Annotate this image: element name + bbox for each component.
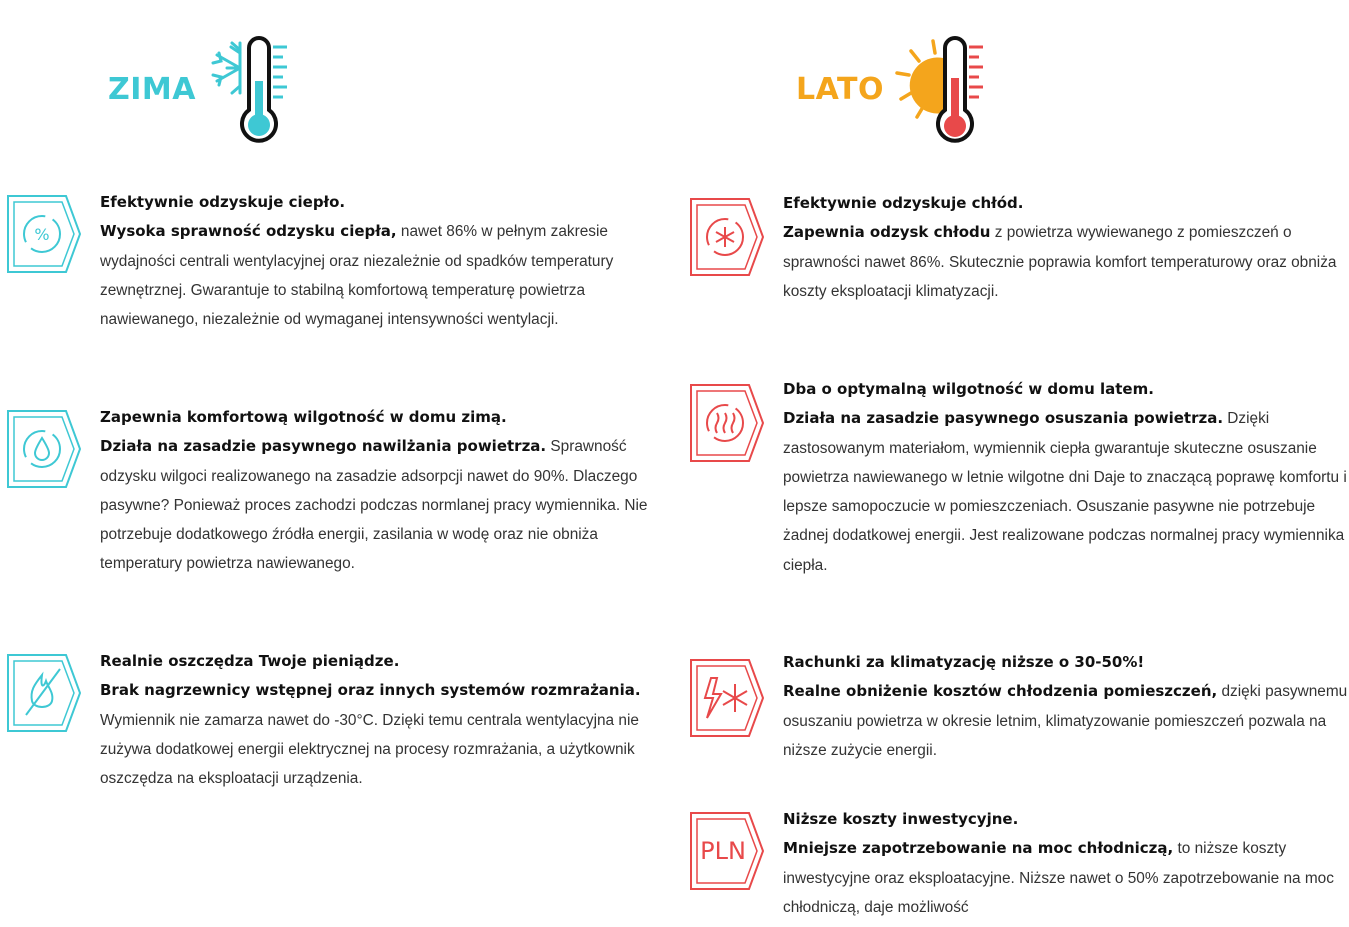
feature-lead: Mniejsze zapotrzebowanie na moc chłodniczą, — [783, 839, 1174, 858]
feature-heading: Efektywnie odzyskuje ciepło. — [100, 193, 346, 211]
feature-body: Dzięki zastosowanym materiałom, wymiennik ciepła gwarantuje skuteczne osuszanie powietrza nawiewanego w letnie wilgotne dni Daje to znaczącą poprawę komfortu i lepsze samopoczucie w pomieszczeniach. Osuszanie pasywne nie potrzebuje żadnej dodatkowej energii. Jest realizowane podczas normalnej pracy wymiennika ciepła. — [783, 410, 1347, 574]
summer-feature-cool-recovery — [783, 189, 1348, 306]
feature-heading: Efektywnie odzyskuje chłód. — [783, 194, 1024, 212]
feature-body: Sprawność odzysku wilgoci realizowanego na zasadzie adsorpcji nawet do 90%. Dlaczego pasywne? Ponieważ proces zachodzi podczas normlanej pracy wymiennika. Nie potrzebuje dodatkowego źródła energii, zasilania w wodę oraz nie obniża temperatury powietrza nawiewanego. — [100, 438, 648, 573]
winter-feature-heat-recovery — [34, 188, 665, 334]
sun-thermometer-icon — [895, 33, 990, 148]
feature-lead: Działa na zasadzie pasywnego osuszania powietrza. — [783, 409, 1224, 428]
feature-heading: Rachunki za klimatyzację niższe o 30-50%! — [783, 653, 1145, 671]
feature-heading: Niższe koszty inwestycyjne. — [783, 810, 1019, 828]
water-drop-recycle-icon — [4, 409, 84, 489]
lightning-snowflake-icon — [687, 658, 767, 738]
feature-body: dzięki pasywnemu osuszaniu powietrza w okresie letnim, klimatyzowanie pomieszczeń pozwala na niższe zużycie energii. — [783, 683, 1348, 759]
feature-lead: Brak nagrzewnicy wstępnej oraz innych systemów rozmrażania. — [100, 681, 641, 700]
feature-heading: Dba o optymalną wilgotność w domu latem. — [783, 380, 1154, 398]
feature-lead: Działa na zasadzie pasywnego nawilżania powietrza. — [100, 437, 547, 456]
percent-recycle-icon — [4, 194, 84, 274]
summer-feature-ac-bills — [783, 648, 1348, 765]
summer-feature-humidity — [783, 375, 1348, 580]
winter-title: ZIMA — [108, 72, 196, 107]
snowflake-recycle-icon — [687, 197, 767, 277]
summer-feature-investment — [700, 805, 1348, 922]
pln-label: PLN — [700, 837, 746, 865]
feature-lead: Wysoka sprawność odzysku ciepła, — [100, 222, 397, 241]
summer-title: LATO — [796, 72, 884, 107]
feature-body: nawet 86% w pełnym zakresie wydajności centrali wentylacyjnej oraz niezależnie od spadków temperatury zewnętrznej. Gwarantuje to stabilną komfortową temperaturę powietrza nawiewanego, niezależnie od wymaganej intensywności wentylacji. — [100, 223, 614, 329]
pln-currency-icon — [687, 811, 767, 891]
svg-text:%: % — [34, 225, 50, 244]
winter-feature-savings — [100, 647, 665, 793]
humidity-waves-icon — [687, 383, 767, 463]
feature-body: to niższe koszty inwestycyjne oraz eksploatacyjne. Niższe nawet o 50% zapotrzebowanie na moc chłodniczą, daje możliwość — [783, 840, 1334, 916]
winter-feature-humidity — [100, 403, 665, 579]
feature-lead: Zapewnia odzysk chłodu — [783, 223, 991, 242]
feature-heading: Realnie oszczędza Twoje pieniądze. — [100, 652, 400, 670]
no-fire-icon — [4, 653, 84, 733]
feature-heading: Zapewnia komfortową wilgotność w domu zimą. — [100, 408, 507, 426]
snowflake-thermometer-icon — [205, 33, 295, 148]
feature-body: Wymiennik nie zamarza nawet do -30°C. Dzięki temu centrala wentylacyjna nie zużywa dodatkowej energii elektrycznej na procesy rozmrażania, a użytkownik oszczędza na eksploatacji urządzenia. — [100, 711, 639, 788]
feature-lead: Realne obniżenie kosztów chłodzenia pomieszczeń, — [783, 682, 1218, 701]
feature-body: z powietrza wywiewanego z pomieszczeń o sprawności nawet 86%. Skutecznie poprawia komfort temperaturowy oraz obniża koszty eksploatacji klimatyzacji. — [783, 224, 1337, 300]
